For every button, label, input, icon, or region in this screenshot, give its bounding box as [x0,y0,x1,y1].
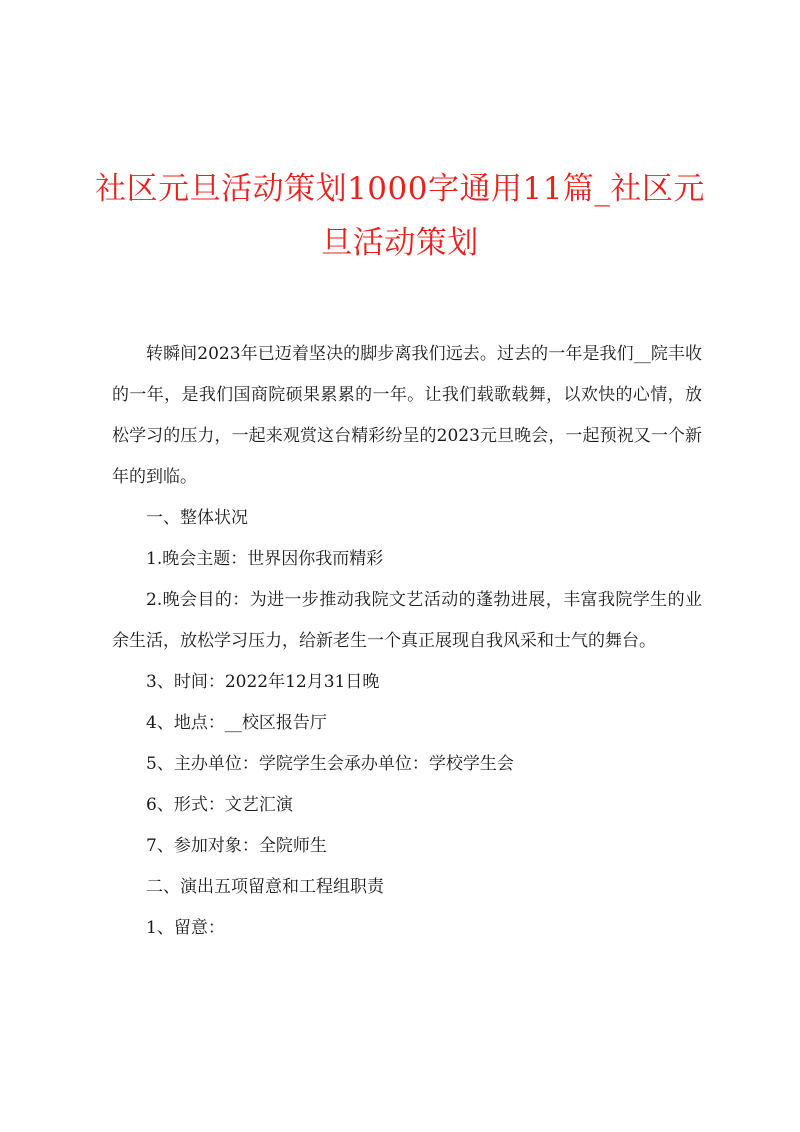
document-body [112,334,702,949]
item-purpose: 2.晚会目的：为进一步推动我院文艺活动的蓬勃进展，丰富我院学生的业余生活，放松学习压力，给新老生一个真正展现自我风采和士气的舞台。 [112,590,702,651]
item-time: 3、时间：2022年12月31日晚 [146,672,380,692]
item-format: 6、形式：文艺汇演 [146,795,293,815]
item-theme: 1.晚会主题：世界因你我而精彩 [146,549,384,569]
section-heading-overview: 一、整体状况 [146,508,248,528]
item-notes: 1、留意： [146,918,225,938]
item-organizer: 5、主办单位：学院学生会承办单位：学校学生会 [146,754,514,774]
document-title: 社区元旦活动策划1000字通用11篇_社区元旦活动策划 [95,171,705,261]
item-location: 4、地点：__校区报告厅 [146,713,327,733]
intro-paragraph: 转瞬间2023年已迈着坚决的脚步离我们远去。过去的一年是我们__院丰收的一年，是我们国商院硕果累累的一年。让我们载歌载舞，以欢快的心情，放松学习的压力，一起来观赏这台精彩纷呈的2023元旦晚会，一起预祝又一个新年的到临。 [112,344,702,487]
item-participants: 7、参加对象：全院师生 [146,836,327,856]
section-heading-performance: 二、演出五项留意和工程组职责 [146,877,384,897]
